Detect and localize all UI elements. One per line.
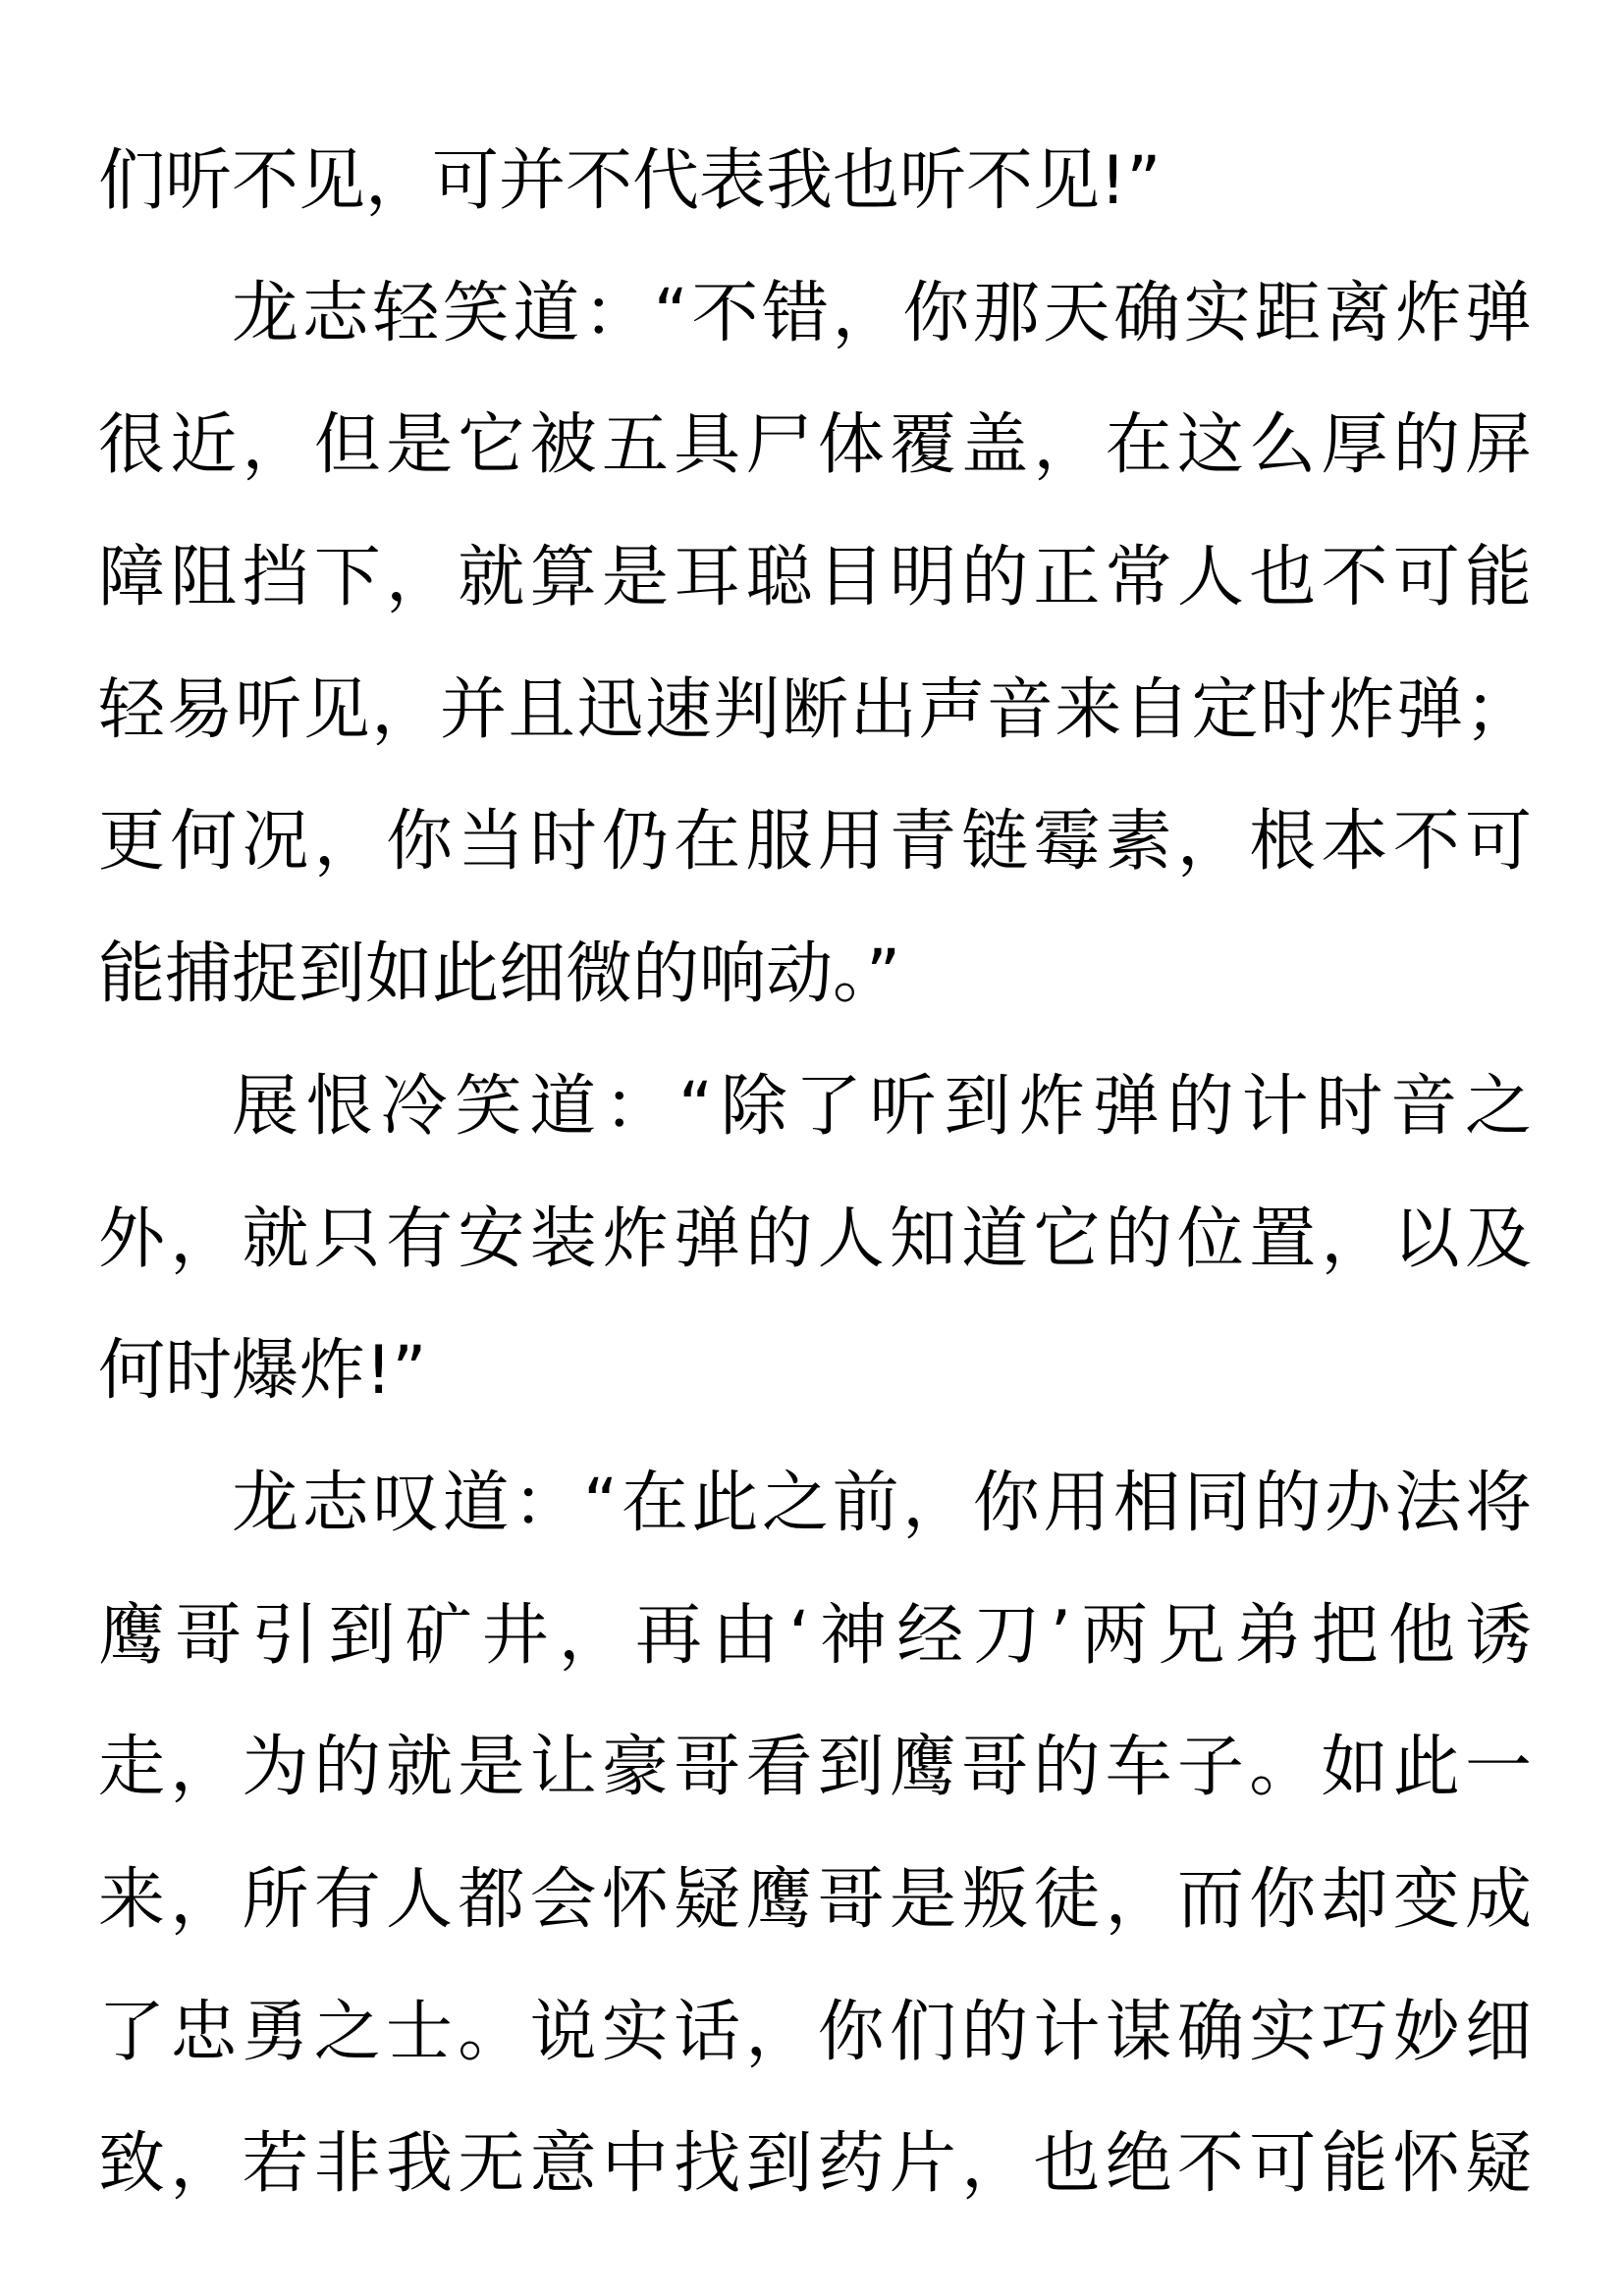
text-line-12: 鹰哥引到矿井，再由‘神经刀’两兄弟把他诱 — [98, 1596, 1532, 1675]
text-line-1: 们听不见，可并不代表我也听不见!” — [98, 142, 1162, 220]
text-line-6: 更何况，你当时仍在服用青链霉素，根本不可 — [98, 803, 1532, 881]
text-line-8: 展恨冷笑道：“除了听到炸弹的计时音之 — [232, 1067, 1532, 1146]
text-line-16: 致，若非我无意中找到药片，也绝不可能怀疑 — [98, 2125, 1532, 2204]
text-line-10: 何时爆炸!” — [98, 1332, 427, 1411]
text-line-11: 龙志叹道：“在此之前，你用相同的办法将 — [232, 1464, 1532, 1542]
text-line-7: 能捕捉到如此细微的响动。” — [98, 935, 901, 1014]
body-text — [98, 116, 1532, 2231]
text-line-15: 了忠勇之士。说实话，你们的计谋确实巧妙细 — [98, 1993, 1532, 2071]
text-line-2: 龙志轻笑道：“不错，你那天确实距离炸弹 — [232, 274, 1532, 352]
text-line-9: 外，就只有安装炸弹的人知道它的位置，以及 — [98, 1200, 1532, 1278]
text-line-13: 走，为的就是让豪哥看到鹰哥的车子。如此一 — [98, 1729, 1532, 1807]
text-line-5: 轻易听见，并且迅速判断出声音来自定时炸弹； — [98, 670, 1532, 749]
text-line-14: 来，所有人都会怀疑鹰哥是叛徒，而你却变成 — [98, 1860, 1532, 1939]
text-line-3: 很近，但是它被五具尸体覆盖，在这么厚的屏 — [98, 406, 1532, 485]
text-line-4: 障阻挡下，就算是耳聪目明的正常人也不可能 — [98, 539, 1532, 617]
